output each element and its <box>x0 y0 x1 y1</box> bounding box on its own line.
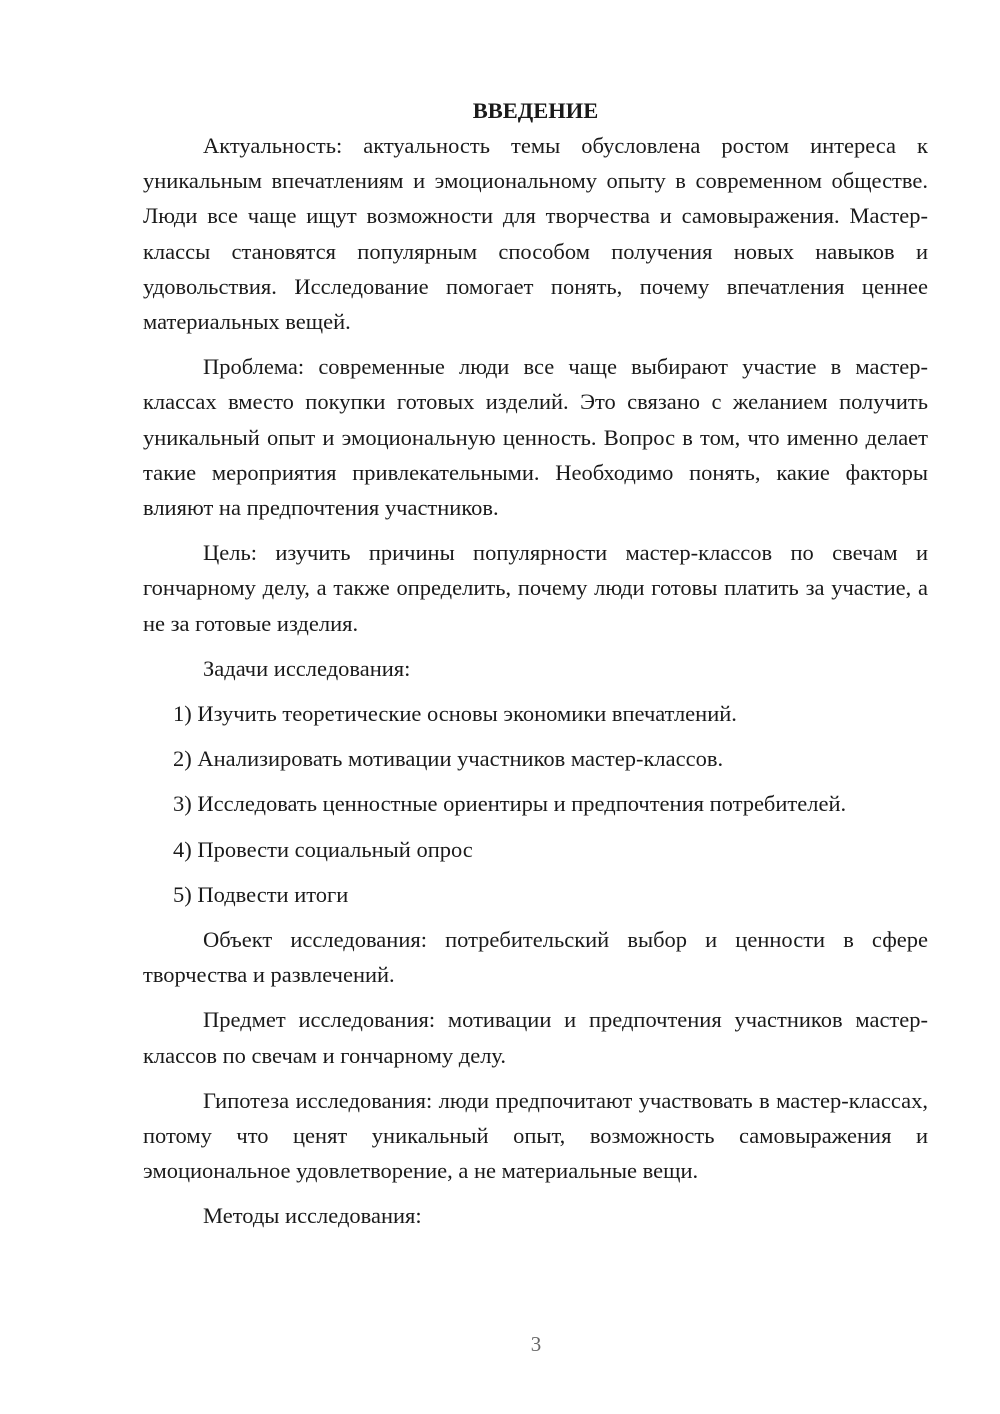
task-item: 3) Исследовать ценностные ориентиры и предпочтения потребителей. <box>173 791 847 817</box>
paragraph-goal: Цель: изучить причины популярности мастер-классов по свечам и гончарному делу, а также определить, почему люди готовы платить за участие, а не за готовые изделия. <box>143 540 928 636</box>
paragraph-object: Объект исследования: потребительский выбор и ценности в сфере творчества и развлечений. <box>143 927 928 988</box>
paragraph-methods: Методы исследования: <box>203 1203 422 1229</box>
task-item: 2) Анализировать мотивации участников мастер-классов. <box>173 746 724 772</box>
tasks-list <box>143 696 928 912</box>
task-item: 1) Изучить теоретические основы экономики впечатлений. <box>173 701 737 727</box>
section-title: ВВЕДЕНИЕ <box>472 98 599 123</box>
page-content <box>143 93 928 1234</box>
paragraph-subject: Предмет исследования: мотивации и предпочтения участников мастер-классов по свечам и гончарному делу. <box>143 1007 928 1068</box>
paragraph-hypothesis: Гипотеза исследования: люди предпочитают участвовать в мастер-классах, потому что ценят уникальный опыт, возможность самовыражения и эмоциональное удовлетворение, а не материальные вещи. <box>143 1087 928 1184</box>
page-number: 3 <box>530 1332 542 1356</box>
paragraph-problem: Проблема: современные люди все чаще выбирают участие в мастер-классах вместо покупки готовых изделий. Это связано с желанием получить уникальный опыт и эмоциональную ценность. Вопрос в том, что именно делает такие мероприятия привлекательными. Необходимо понять, какие факторы влияют на предпочтения участников. <box>143 354 928 521</box>
task-item: 5) Подвести итоги <box>173 881 349 907</box>
paragraph-relevance: Актуальность: актуальность темы обусловлена ростом интереса к уникальным впечатлениям и эмоциональному опыту в современном обществе. Люди все чаще ищут возможности для творчества и самовыражения. Мастер-классы становятся популярным способом получения новых навыков и удовольствия. Исследование помогает понять, почему впечатления ценнее материальных вещей. <box>143 133 928 335</box>
task-item: 4) Провести социальный опрос <box>173 836 473 862</box>
paragraph-tasks-heading: Задачи исследования: <box>203 655 411 681</box>
